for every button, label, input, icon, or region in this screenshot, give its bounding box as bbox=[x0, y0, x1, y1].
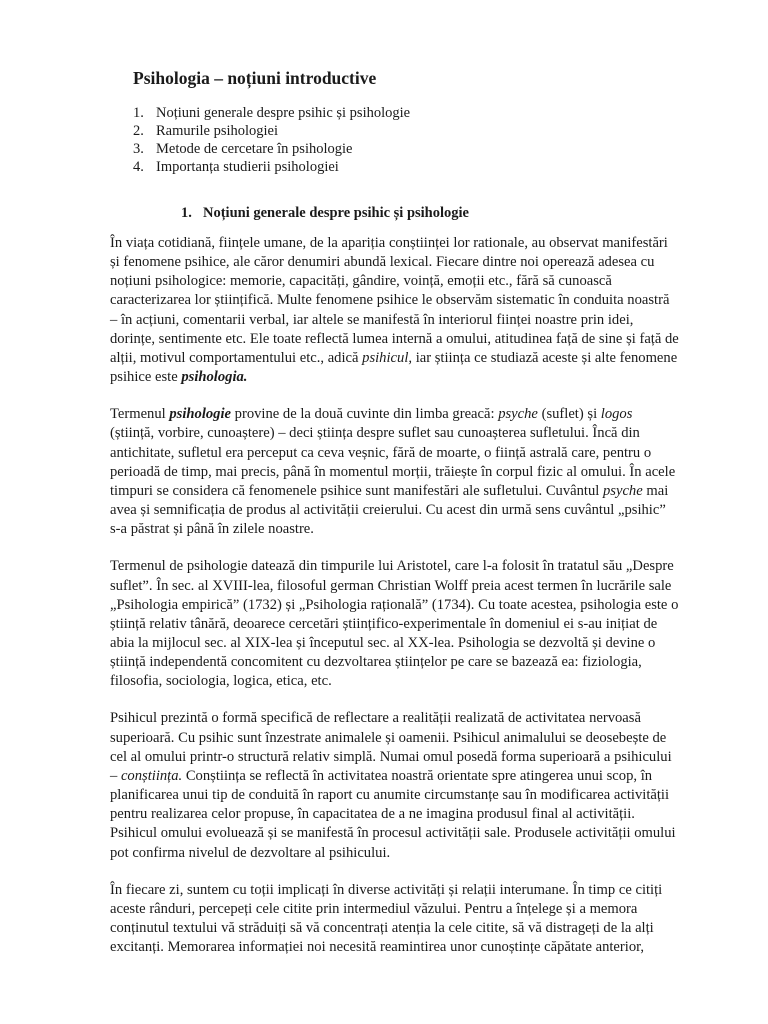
text-line: timpuri se considera că fenomenele psihice sunt manifestări ale sufletului. Cuvântul psyche mai bbox=[110, 482, 669, 499]
text-line: știință independentă concomitent cu dezvoltarea științelor pe care se bazează ea: fiziologia, bbox=[110, 654, 642, 671]
text-line: conținutul textului vă străduiți să vă concentrați atenția la cele citite, să vă distrageți de la alți bbox=[110, 920, 654, 936]
text-line: Termenul de psihologie datează din timpurile lui Aristotel, care l-a folosit în tratatul său „Despre bbox=[110, 558, 674, 575]
text-line: filosofia, sociologia, logica, etica, etc. bbox=[110, 673, 332, 690]
text-line: În viața cotidiană, ființele umane, de la apariția conștiinței lor rationale, au observat manifestări bbox=[110, 235, 668, 251]
text-line: planificarea unui tip de conduită în raport cu anumite circumstanțe sau în modificarea activității bbox=[110, 787, 670, 804]
text-line: – conștiința. Conștiința se reflectă în activitatea noastră orientate spre atingerea unui scop, în bbox=[110, 767, 653, 784]
text-line: Psihicul omului evoluează și se manifestă în procesul activității sale. Produsele activității omului bbox=[110, 825, 676, 842]
section-heading: 1. Noțiuni generale despre psihic și psihologie bbox=[181, 205, 469, 221]
text-line: caracterizarea lor științifică. Multe fenomene psihice le observăm sistematic în conduita noastră bbox=[110, 292, 670, 309]
text-line: aceste rânduri, percepeți cele citite prin intermediul văzului. Pentru a înțelege și a memora bbox=[110, 900, 638, 917]
toc-item: 1. Noțiuni generale despre psihic și psihologie bbox=[133, 105, 411, 121]
text-line: Termenul psihologie provine de la două cuvinte din limba greacă: psyche (suflet) și logos bbox=[110, 406, 633, 423]
document-title: Psihologia – noțiuni introductive bbox=[133, 68, 377, 88]
paragraph bbox=[110, 881, 716, 958]
text-line: pot confirma nivelul de dezvoltare al psihicului. bbox=[110, 844, 391, 861]
body-text bbox=[110, 234, 716, 975]
paragraph bbox=[110, 557, 716, 691]
text-line: „Psihologia empirică” (1732) și „Psihologia rațională” (1734). Cu toate acestea, psihologia este o bbox=[110, 596, 679, 613]
text-line: cel al omului printr-o structură relativ simplă. Numai omul posedă forma superioară a psihicului bbox=[110, 748, 672, 765]
text-line: suflet”. În sec. al XVIII-lea, filosoful german Christian Wolff preia acest termen în lucrările sale bbox=[110, 577, 672, 594]
toc-item: 2. Ramurile psihologiei bbox=[133, 123, 279, 139]
text-line: perioadă de timp, mai precis, până în momentul morții, trăiește în corpul fizic al omului. În acele bbox=[110, 463, 676, 480]
paragraph bbox=[110, 709, 716, 862]
text-line: abia la mijlocul sec. al XIX-lea și începutul sec. al XX-lea. Psihologia se dezvoltă și devine o bbox=[110, 634, 656, 651]
text-line: În fiecare zi, suntem cu toții implicați în diverse activități și relații interumane. În timp ce citiți bbox=[110, 881, 663, 898]
text-line: pentru realizarea celor propuse, în capacitatea de a ne imagina produsul final al activității. bbox=[110, 806, 635, 823]
text-line: Psihicul prezintă o formă specifică de reflectare a realității realizată de activitatea nervoasă bbox=[110, 710, 641, 727]
text-line: – în acțiuni, comentarii verbal, iar altele se manifestă în interiorul ființei noastre prin idei, bbox=[110, 311, 634, 328]
text-line: s-a păstrat și până în zilele noastre. bbox=[110, 521, 314, 538]
text-line: (știință, vorbire, cunoaștere) – deci știința despre suflet sau cunoașterea sufletului. Încă din bbox=[110, 425, 640, 442]
toc-item: 3. Metode de cercetare în psihologie bbox=[133, 141, 353, 157]
text-line: antichitate, sufletul era perceput ca ceva veșnic, fără de moarte, o ființă astrală care, pentru o bbox=[110, 444, 652, 461]
text-line: excitanți. Memorarea informației noi necesită reamintirea unor cunoștințe căpătate anterior, bbox=[110, 939, 645, 956]
text-line: știință relativ tânără, deoarece cercetări științifico-experimentale în domeniul ei s-au inițiat de bbox=[110, 615, 658, 632]
text-line: avea și semnificația de produs al activității creierului. Cu acest din urmă sens cuvântul „psihic” bbox=[110, 502, 666, 519]
text-line: noțiuni psihologice: memorie, capacități, gândire, voință, emoții etc., fără să cunoască bbox=[110, 273, 612, 290]
text-line: psihice este psihologia. bbox=[110, 369, 248, 386]
table-of-contents bbox=[133, 104, 410, 176]
toc-item: 4. Importanța studierii psihologiei bbox=[133, 159, 339, 175]
text-line: și fenomene psihice, ale căror denumiri abundă lexical. Fiecare dintre noi operează adesea cu bbox=[110, 254, 655, 271]
paragraph bbox=[110, 405, 716, 539]
text-line: dorințe, sentimente etc. Ele toate reflectă lumea internă a omului, atitudinea față de sine și față de bbox=[110, 330, 679, 347]
paragraph bbox=[110, 234, 716, 387]
text-line: superioară. Cu psihic sunt înzestrate animalele și oamenii. Psihicul animalului se deosebește de bbox=[110, 729, 667, 746]
text-line: alții, motivul comportamentului etc., adică psihicul, iar știința ce studiază aceste și alte fenomene bbox=[110, 349, 678, 366]
